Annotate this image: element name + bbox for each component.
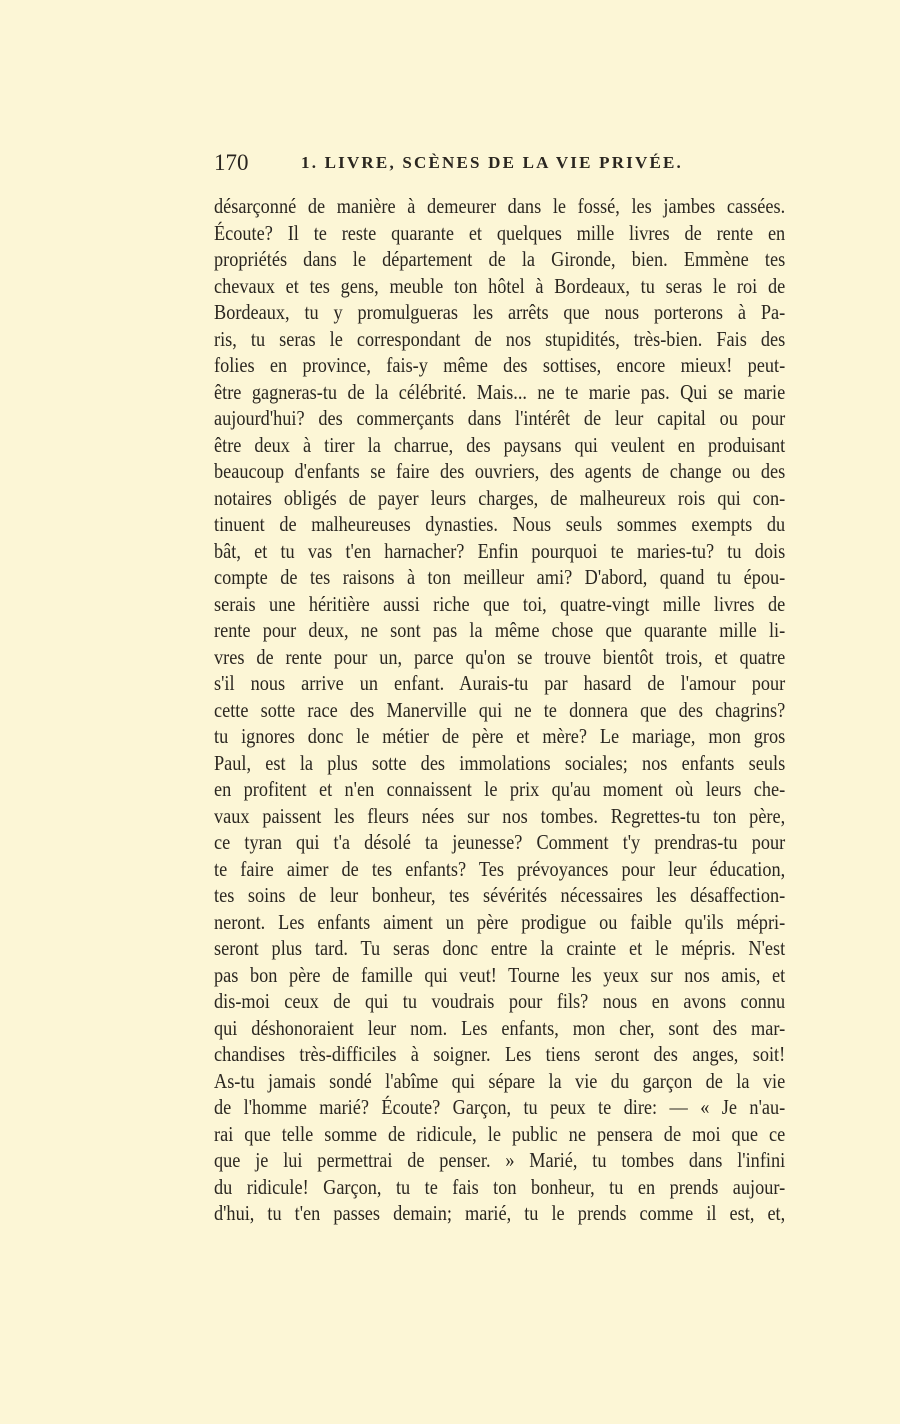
text-line: pas bon père de famille qui veut! Tourne les yeux sur nos amis, et xyxy=(214,962,786,987)
text-line: en profitent et n'en connaissent le prix qu'au moment où leurs che- xyxy=(214,777,786,801)
text-line: Bordeaux, tu y promulgueras les arrêts que nous porterons à Pa- xyxy=(214,300,786,324)
text-line: folies en province, fais-y même des sottises, encore mieux! peut- xyxy=(214,353,786,377)
text-line: notaires obligés de payer leurs charges, de malheureux rois qui con- xyxy=(214,485,786,510)
text-line: d'hui, tu t'en passes demain; marié, tu le prends comme il est, et, xyxy=(214,1201,786,1225)
text-line: qui déshonoraient leur nom. Les enfants, mon cher, sont des mar- xyxy=(214,1015,786,1040)
text-line: vaux paissent les fleurs nées sur nos tombes. Regrettes-tu ton père, xyxy=(214,803,786,828)
text-line: chandises très-difficiles à soigner. Les tiens seront des anges, soit! xyxy=(214,1042,786,1066)
text-line: tu ignores donc le métier de père et mère? Le mariage, mon gros xyxy=(214,724,786,748)
text-line: beaucoup d'enfants se faire des ouvriers, des agents de change ou des xyxy=(214,459,786,483)
text-line: aujourd'hui? des commerçants dans l'intérêt de leur capital ou pour xyxy=(214,406,786,430)
text-line: te faire aimer de tes enfants? Tes prévoyances pour leur éducation, xyxy=(214,856,786,881)
text-line: compte de tes raisons à ton meilleur ami? D'abord, quand tu épou- xyxy=(214,565,786,589)
text-line: désarçonné de manière à demeurer dans le fossé, les jambes cassées. xyxy=(214,194,786,218)
text-line: cette sotte race des Manerville qui ne te donnera que des chagrins? xyxy=(214,697,786,722)
text-line: ce tyran qui t'a désolé ta jeunesse? Comment t'y prendras-tu pour xyxy=(214,830,786,854)
text-line: As-tu jamais sondé l'abîme qui sépare la vie du garçon de la vie xyxy=(214,1068,786,1093)
text-line: ris, tu seras le correspondant de nos stupidités, très-bien. Fais des xyxy=(214,326,786,351)
text-line: neront. Les enfants aiment un père prodigue ou faible qu'ils mépri- xyxy=(214,909,786,934)
page-header xyxy=(214,150,786,180)
text-line: chevaux et tes gens, meuble ton hôtel à Bordeaux, tu seras le roi de xyxy=(214,273,786,298)
text-line: que je lui permettrai de penser. » Marié, tu tombes dans l'infini xyxy=(214,1148,786,1172)
text-line: Paul, est la plus sotte des immolations sociales; nos enfants seuls xyxy=(214,750,786,775)
text-line: vres de rente pour un, parce qu'on se trouve bientôt trois, et quatre xyxy=(214,644,786,669)
text-line: de l'homme marié? Écoute? Garçon, tu peux te dire: — « Je n'au- xyxy=(214,1095,786,1119)
page-body-text xyxy=(214,193,785,1227)
running-title: 1. LIVRE, SCÈNES DE LA VIE PRIVÉE. xyxy=(301,153,683,172)
text-line: s'il nous arrive un enfant. Aurais-tu par hasard de l'amour pour xyxy=(214,671,786,695)
text-line: Écoute? Il te reste quarante et quelques mille livres de rente en xyxy=(214,220,786,245)
text-line: bât, et tu vas t'en harnacher? Enfin pourquoi te maries-tu? tu dois xyxy=(214,538,786,563)
page-number: 170 xyxy=(214,150,249,175)
text-line: serais une héritière aussi riche que toi, quatre-vingt mille livres de xyxy=(214,591,786,616)
text-line: dis-moi ceux de qui tu voudrais pour fils? nous en avons connu xyxy=(214,989,786,1013)
text-line: rente pour deux, ne sont pas la même chose que quarante mille li- xyxy=(214,618,786,642)
text-line: être gagneras-tu de la célébrité. Mais... ne te marie pas. Qui se marie xyxy=(214,379,786,404)
text-line: tinuent de malheureuses dynasties. Nous seuls sommes exempts du xyxy=(214,512,786,536)
text-line: propriétés dans le département de la Gironde, bien. Emmène tes xyxy=(214,247,786,271)
text-line: tes soins de leur bonheur, tes sévérités nécessaires les désaffection- xyxy=(214,883,786,907)
text-line: seront plus tard. Tu seras donc entre la crainte et le mépris. N'est xyxy=(214,936,786,960)
text-line: du ridicule! Garçon, tu te fais ton bonheur, tu en prends aujour- xyxy=(214,1174,786,1199)
text-line: rai que telle somme de ridicule, le public ne pensera de moi que ce xyxy=(214,1121,786,1146)
text-line: être deux à tirer la charrue, des paysans qui veulent en produisant xyxy=(214,432,786,457)
